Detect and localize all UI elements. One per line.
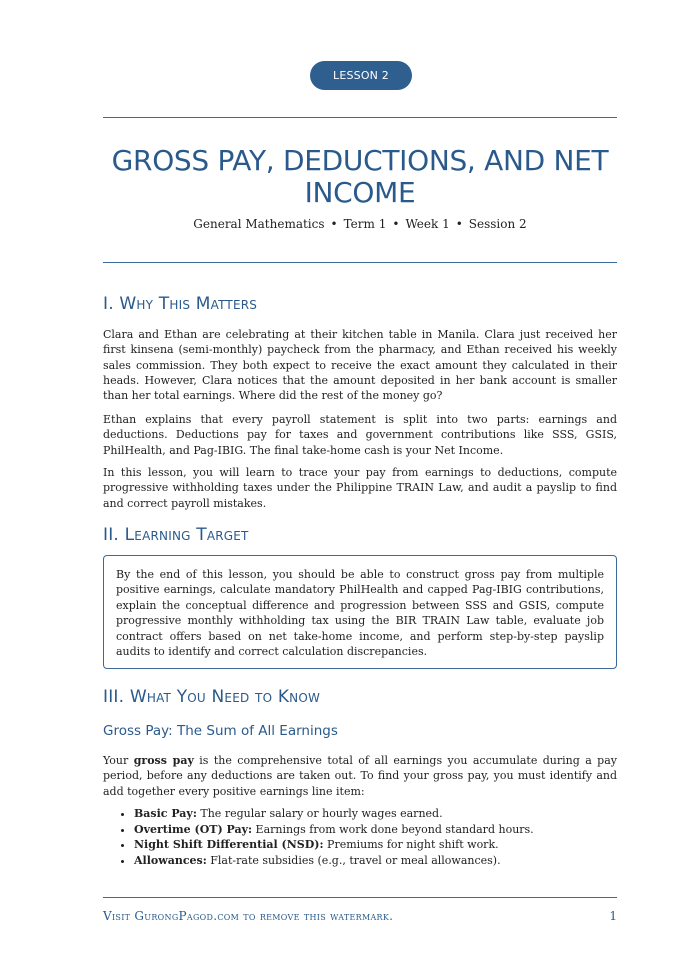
earnings-list [119,806,629,868]
earning-term: Night Shift Differential (NSD): [134,838,324,851]
list-item [134,806,629,822]
earning-desc: Flat-rate subsidies (e.g., travel or meal allowances). [206,853,501,867]
meta-separator: • [330,217,338,231]
gross-pay-intro-before: Your [103,754,134,767]
paragraph-gross-pay-definition [103,753,617,799]
paragraph-intro-story: Clara and Ethan are celebrating at their kitchen table in Manila. Clara just received her first kinsena (semi-monthly) paycheck from the pharmacy, and Ethan received his weekly sales commission. They both expect to receive the exact amount they calculated in their heads. However, Clara notices that the amount deposited in her bank account is smaller than her total earnings. Where did the rest of the money go? [103,328,617,403]
earning-term: Basic Pay: [134,807,197,820]
meta-separator: • [455,217,463,231]
meta-term: Term 1 [343,217,387,231]
page-title [103,145,617,209]
lesson-meta [103,217,617,231]
list-item [134,853,629,869]
gross-pay-term: gross pay [133,754,194,767]
earning-desc: Premiums for night shift work. [323,838,499,851]
earning-desc: The regular salary or hourly wages earned. [196,807,443,820]
gross-pay-intro-after: is the comprehensive total of all earnings you accumulate during a pay period, before any deductions are taken out. To find your gross pay, you must identify and add together every positive earnings line item: [103,754,617,798]
header-top-rule [103,117,617,118]
meta-week: Week 1 [405,217,450,231]
list-item [134,822,629,838]
lesson-badge-label: LESSON 2 [332,69,390,82]
footer-watermark-link[interactable]: Visit GurongPagod.com to remove this watermark. [103,909,394,923]
meta-session: Session 2 [468,217,527,231]
earning-term: Overtime (OT) Pay: [134,822,253,836]
meta-separator: • [392,217,400,231]
learning-target-box [103,555,617,669]
section-heading-what-you-need: III. What You Need to Know [103,687,321,707]
page-number: 1 [609,909,617,923]
earning-term: Allowances: [134,853,207,867]
meta-subject: General Mathematics [193,217,325,231]
header-bottom-rule [103,262,617,263]
learning-target-text: By the end of this lesson, you should be able to construct gross pay from multiple positive earnings, calculate mandatory PhilHealth and capped Pag-IBIG contributions, explain the conceptual difference and progression between SSS and GSIS, compute progressive monthly withholding tax using the BIR TRAIN Law table, evaluate job contract offers based on net take-home income, and perform step-by-step payslip audits to identify and correct calculation discrepancies. [116,568,604,659]
page-title-line1: GROSS PAY, DEDUCTIONS, AND NET [111,144,609,177]
paragraph-lesson-overview: In this lesson, you will learn to trace your pay from earnings to deductions, compute progressive withholding taxes under the Philippine TRAIN Law, and audit a payslip to find and correct payroll mistakes. [103,466,617,510]
footer-rule [103,897,617,898]
subheading-gross-pay: Gross Pay: The Sum of All Earnings [103,723,338,739]
section-heading-learning-target: II. Learning Target [103,525,249,545]
lesson-badge [310,61,412,90]
earning-desc: Earnings from work done beyond standard hours. [252,822,534,836]
page-title-line2: INCOME [304,176,416,209]
paragraph-payroll-split: Ethan explains that every payroll statement is split into two parts: earnings and deductions. Deductions pay for taxes and government contributions like SSS, GSIS, PhilHealth, and Pag-IBIG. The final take-home cash is your Net Income. [103,413,617,457]
section-heading-why: I. Why This Matters [103,294,258,314]
list-item [134,837,629,853]
